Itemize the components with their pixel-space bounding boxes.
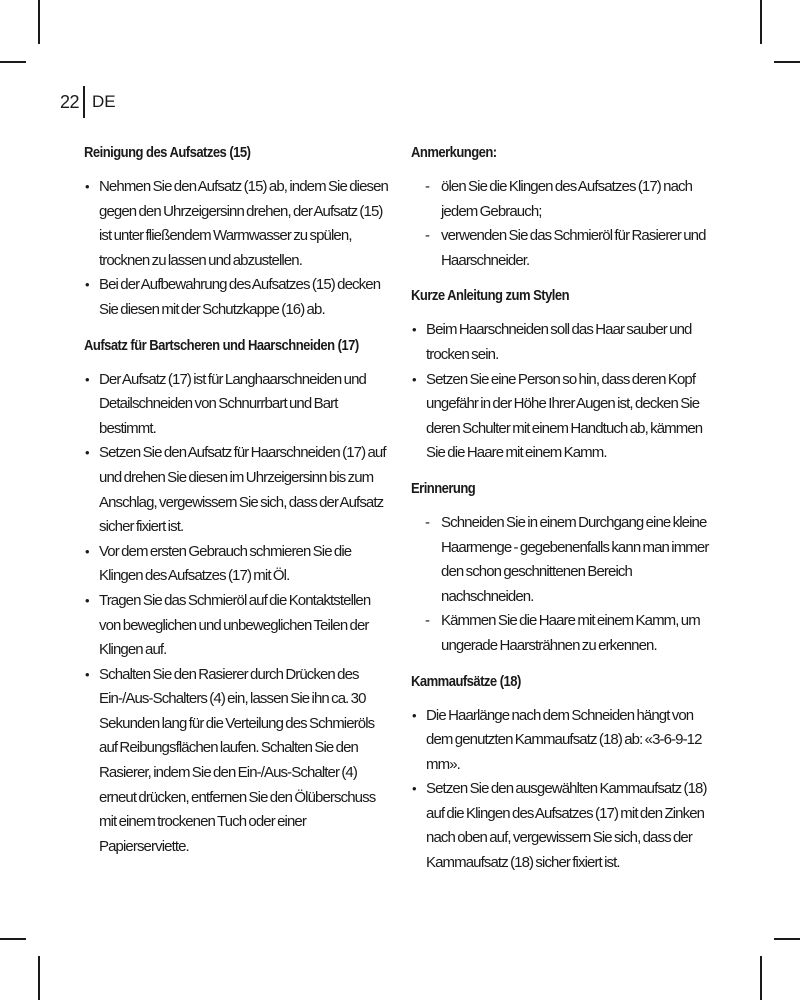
crop-mark-bottom-left-h xyxy=(0,938,26,940)
dash-list xyxy=(411,511,713,659)
list-item: • Bei der Aufbewahrung des Aufsatzes (15) decken Sie diesen mit der Schutzkappe (16) ab. xyxy=(84,273,389,322)
crop-mark-top-left-h xyxy=(0,61,26,63)
page-header xyxy=(60,88,116,116)
section-heading: Erinnerung xyxy=(411,480,476,497)
crop-mark-bottom-left xyxy=(38,956,40,1000)
bullet-list xyxy=(84,175,389,323)
bullet-list xyxy=(411,704,713,876)
crop-mark-bottom-right xyxy=(760,956,762,1000)
section-heading: Aufsatz für Bartscheren und Haarschneiden (17) xyxy=(84,337,359,354)
list-item: • Die Haarlänge nach dem Schneiden hängt von dem genutzten Kammaufsatz (18) ab: «3-6-9-12 mm». xyxy=(411,704,713,778)
list-item: - Schneiden Sie in einem Durchgang eine kleine Haarmenge - gegebenenfalls kann man immer den schon geschnittenen Bereich nachschneiden. xyxy=(411,511,713,609)
list-item: • Setzen Sie den ausgewählten Kammaufsatz (18) auf die Klingen des Aufsatzes (17) mit den Zinken nach oben auf, vergewissern Sie sich, dass der Kammaufsatz (18) sicher fixiert ist. xyxy=(411,777,713,875)
section-heading: Kammaufsätze (18) xyxy=(411,673,521,690)
crop-mark-bottom-right-h xyxy=(774,938,800,940)
list-item: - verwenden Sie das Schmieröl für Rasierer und Haarschneider. xyxy=(411,224,713,273)
page-number: 22 xyxy=(60,91,80,112)
language-label: DE xyxy=(92,92,116,111)
list-item: - Kämmen Sie die Haare mit einem Kamm, um ungerade Haarsträhnen zu erkennen. xyxy=(411,609,713,658)
section-heading: Reinigung des Aufsatzes (15) xyxy=(84,145,251,161)
section-heading: Kurze Anleitung zum Stylen xyxy=(411,288,570,305)
list-item: • Schalten Sie den Rasierer durch Drücken des Ein-/Aus-Schalters (4) ein, lassen Sie ihn ca. 30 Sekunden lang für die Verteilung des Schmieröls auf Reibungsflächen laufen. Schalten Sie den Rasierer, indem Sie den Ein-/Aus-Schalter (4) erneut drücken, entfernen Sie den Ölüberschuss mit einem trockenen Tuch oder einer Papierserviette. xyxy=(84,663,389,860)
list-item: - ölen Sie die Klingen des Aufsatzes (17) nach jedem Gebrauch; xyxy=(411,175,713,224)
right-column xyxy=(411,142,713,888)
list-item: • Setzen Sie den Aufsatz für Haarschneiden (17) auf und drehen Sie diesen im Uhrzeigersinn bis zum Anschlag, vergewissern Sie sich, dass der Aufsatz sicher fixiert ist. xyxy=(84,441,389,539)
dash-list xyxy=(411,175,713,273)
list-item: • Beim Haarschneiden soll das Haar sauber und trocken sein. xyxy=(411,318,713,367)
bullet-list xyxy=(84,368,389,860)
bullet-list xyxy=(411,318,713,466)
list-item: • Tragen Sie das Schmieröl auf die Kontaktstellen von beweglichen und unbeweglichen Teilen der Klingen auf. xyxy=(84,589,389,663)
crop-mark-top-right xyxy=(760,0,762,44)
crop-mark-top-left xyxy=(38,0,40,44)
list-item: • Vor dem ersten Gebrauch schmieren Sie die Klingen des Aufsatzes (17) mit Öl. xyxy=(84,540,389,589)
crop-mark-top-right-h xyxy=(774,61,800,63)
left-column xyxy=(84,142,389,871)
list-item: • Nehmen Sie den Aufsatz (15) ab, indem Sie diesen gegen den Uhrzeigersinn drehen, der Aufsatz (15) ist unter fließendem Warmwasser zu spülen, trocknen zu lassen und abzustellen. xyxy=(84,175,389,273)
section-heading: Anmerkungen: xyxy=(411,145,497,161)
list-item: • Der Aufsatz (17) ist für Langhaarschneiden und Detailschneiden von Schnurrbart und Bart bestimmt. xyxy=(84,368,389,442)
header-separator xyxy=(83,86,85,118)
list-item: • Setzen Sie eine Person so hin, dass deren Kopf ungefähr in der Höhe Ihrer Augen ist, decken Sie deren Schulter mit einem Handtuch ab, kämmen Sie die Haare mit einem Kamm. xyxy=(411,368,713,466)
